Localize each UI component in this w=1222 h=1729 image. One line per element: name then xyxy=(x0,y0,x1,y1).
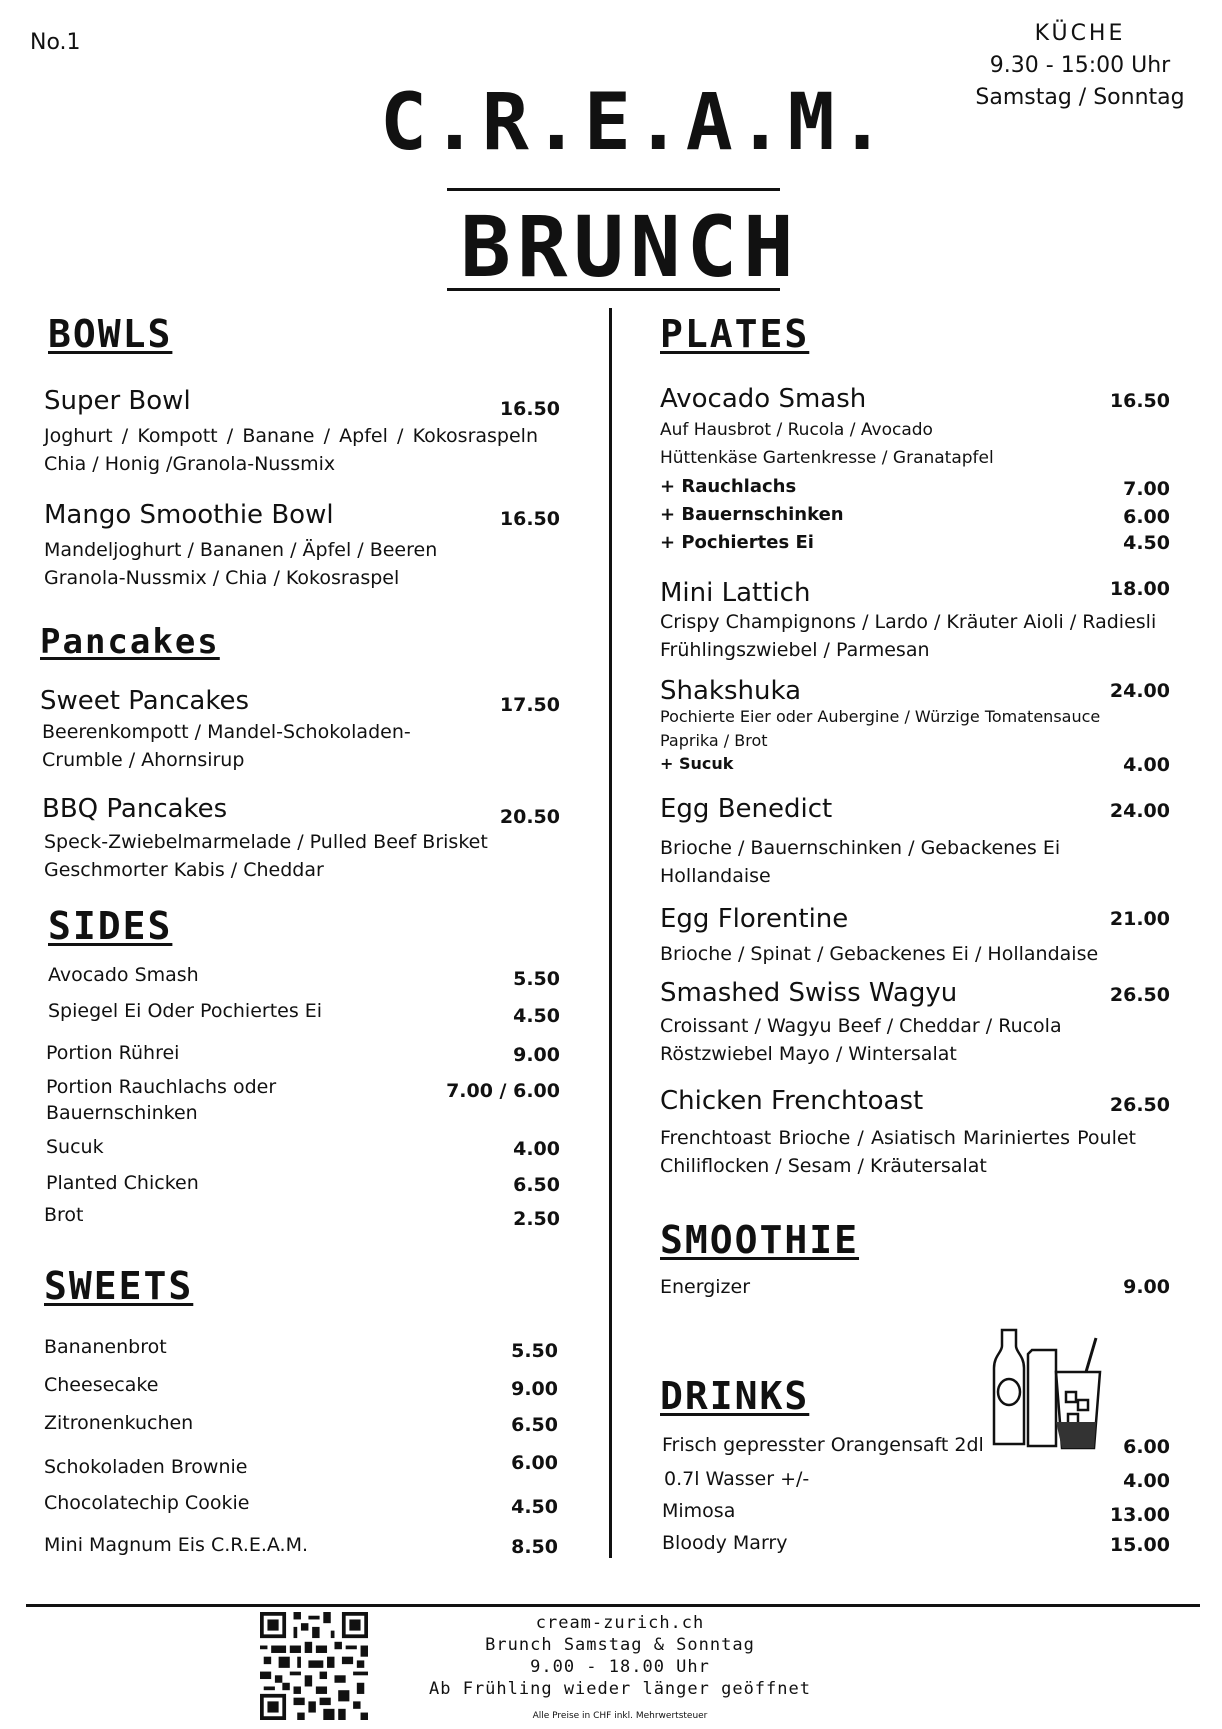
sweet-name-brownie: Schokoladen Brownie xyxy=(44,1456,248,1478)
footer-divider xyxy=(26,1604,1200,1607)
item-desc-egg-florentine-1: Brioche / Spinat / Gebackenes Ei / Hollandaise xyxy=(660,943,1099,965)
item-desc-egg-benedict-2: Hollandaise xyxy=(660,865,771,887)
side-price-brot: 2.50 xyxy=(513,1208,560,1230)
item-desc-egg-benedict-1: Brioche / Bauernschinken / Gebackenes Ei xyxy=(660,837,1061,859)
section-heading-sweets: SWEETS xyxy=(44,1264,194,1308)
item-price-chicken-frenchtoast: 26.50 xyxy=(1109,1094,1170,1116)
item-price-super-bowl: 16.50 xyxy=(499,398,560,420)
item-name-super-bowl: Super Bowl xyxy=(44,386,191,416)
kitchen-days: Samstag / Sonntag xyxy=(975,85,1185,110)
item-desc-shakshuka-2: Paprika / Brot xyxy=(660,731,768,750)
side-name-avocado: Avocado Smash xyxy=(48,964,199,986)
item-name-egg-florentine: Egg Florentine xyxy=(660,904,849,934)
footer-info xyxy=(420,1612,820,1700)
logo-brunch: BRUNCH xyxy=(460,198,800,296)
drink-price-bloody-marry: 15.00 xyxy=(1109,1534,1170,1556)
section-heading-drinks: DRINKS xyxy=(660,1374,810,1418)
item-desc-bbq-pancakes-1: Speck-Zwiebelmarmelade / Pulled Beef Brisket xyxy=(44,831,488,853)
item-desc-mango-bowl-1: Mandeljoghurt / Bananen / Äpfel / Beeren xyxy=(44,539,438,561)
item-price-mango-bowl: 16.50 xyxy=(499,508,560,530)
item-name-shakshuka: Shakshuka xyxy=(660,676,802,706)
item-desc-chicken-frenchtoast-1: Frenchtoast Brioche / Asiatisch Mariniertes Poulet xyxy=(660,1127,1136,1149)
side-price-avocado: 5.50 xyxy=(513,968,560,990)
addon-price-rauchlachs: 7.00 xyxy=(1123,478,1170,500)
item-price-mini-lattich: 18.00 xyxy=(1109,578,1170,600)
section-heading-plates: PLATES xyxy=(660,312,810,356)
item-name-bbq-pancakes: BBQ Pancakes xyxy=(42,794,228,824)
side-name-brot: Brot xyxy=(44,1204,84,1226)
side-price-sucuk: 4.00 xyxy=(513,1138,560,1160)
section-heading-sides: SIDES xyxy=(48,904,173,948)
drink-price-orangensaft: 6.00 xyxy=(1123,1436,1170,1458)
section-heading-smoothie: SMOOTHIE xyxy=(660,1218,860,1262)
side-name-rauchlachs-2: Bauernschinken xyxy=(46,1102,198,1124)
item-desc-sweet-pancakes-2: Crumble / Ahornsirup xyxy=(42,749,245,771)
item-name-avocado-smash: Avocado Smash xyxy=(660,384,867,414)
drink-price-mimosa: 13.00 xyxy=(1109,1504,1170,1526)
side-name-egg: Spiegel Ei Oder Pochiertes Ei xyxy=(48,1000,323,1022)
item-desc-mango-bowl-2: Granola-Nussmix / Chia / Kokosraspel xyxy=(44,567,400,589)
item-price-sweet-pancakes: 17.50 xyxy=(499,694,560,716)
section-heading-pancakes: Pancakes xyxy=(40,622,220,662)
item-desc-sweet-pancakes-1: Beerenkompott / Mandel-Schokoladen- xyxy=(42,721,411,743)
side-price-egg: 4.50 xyxy=(513,1005,560,1027)
footer-prices-note: Alle Preise in CHF inkl. Mehrwertsteuer xyxy=(532,1711,708,1721)
item-desc-bbq-pancakes-2: Geschmorter Kabis / Cheddar xyxy=(44,859,324,881)
item-price-egg-florentine: 21.00 xyxy=(1109,908,1170,930)
sweet-name-zitronenkuchen: Zitronenkuchen xyxy=(44,1412,194,1434)
side-name-sucuk: Sucuk xyxy=(46,1136,104,1158)
smoothie-name-energizer: Energizer xyxy=(660,1276,751,1298)
kitchen-title: KÜCHE xyxy=(1034,21,1126,46)
side-price-planted-chicken: 6.50 xyxy=(513,1174,560,1196)
sweet-price-magnum: 8.50 xyxy=(511,1536,558,1558)
addon-sucuk: + Sucuk xyxy=(660,754,734,773)
logo-divider-bottom xyxy=(447,288,780,291)
item-desc-shakshuka-1: Pochierte Eier oder Aubergine / Würzige Tomatensauce xyxy=(660,707,1101,726)
sweet-price-cookie: 4.50 xyxy=(511,1496,558,1518)
drink-price-wasser: 4.00 xyxy=(1123,1470,1170,1492)
item-desc-mini-lattich-2: Frühlingszwiebel / Parmesan xyxy=(660,639,930,661)
logo-divider-top xyxy=(447,188,780,191)
kitchen-hours: 9.30 - 15:00 Uhr xyxy=(989,53,1171,78)
section-heading-bowls: BOWLS xyxy=(48,312,173,356)
side-price-rauchlachs: 7.00 / 6.00 xyxy=(446,1080,560,1102)
sweet-price-brownie: 6.00 xyxy=(511,1452,558,1474)
item-desc-mini-lattich-1: Crispy Champignons / Lardo / Kräuter Aioli / Radiesli xyxy=(660,611,1157,633)
drink-name-bloody-marry: Bloody Marry xyxy=(662,1532,788,1554)
drink-name-mimosa: Mimosa xyxy=(662,1500,736,1522)
menu-number: No.1 xyxy=(30,30,81,55)
addon-price-sucuk: 4.00 xyxy=(1123,754,1170,776)
item-desc-super-bowl-1: Joghurt / Kompott / Banane / Apfel / Kokosraspeln xyxy=(44,425,538,447)
item-desc-smashed-wagyu-2: Röstzwiebel Mayo / Wintersalat xyxy=(660,1043,957,1065)
sweet-name-magnum: Mini Magnum Eis C.R.E.A.M. xyxy=(44,1534,309,1556)
addon-price-bauernschinken: 6.00 xyxy=(1123,506,1170,528)
addon-pochiertes-ei: + Pochiertes Ei xyxy=(660,532,814,553)
item-price-bbq-pancakes: 20.50 xyxy=(499,806,560,828)
addon-rauchlachs: + Rauchlachs xyxy=(660,476,797,497)
kitchen-hours-block xyxy=(960,18,1200,114)
item-desc-super-bowl-2: Chia / Honig /Granola-Nussmix xyxy=(44,453,336,475)
item-desc-avocado-smash-1: Auf Hausbrot / Rucola / Avocado xyxy=(660,420,933,440)
item-desc-chicken-frenchtoast-2: Chiliflocken / Sesam / Kräutersalat xyxy=(660,1155,987,1177)
item-name-chicken-frenchtoast: Chicken Frenchtoast xyxy=(660,1086,924,1116)
item-desc-avocado-smash-2: Hüttenkäse Gartenkresse / Granatapfel xyxy=(660,448,994,468)
drink-name-orangensaft: Frisch gepresster Orangensaft 2dl xyxy=(662,1434,984,1456)
side-name-ruehrei: Portion Rührei xyxy=(46,1042,180,1064)
sweet-name-cookie: Chocolatechip Cookie xyxy=(44,1492,250,1514)
smoothie-price-energizer: 9.00 xyxy=(1123,1276,1170,1298)
item-name-sweet-pancakes: Sweet Pancakes xyxy=(40,686,250,716)
side-price-ruehrei: 9.00 xyxy=(513,1044,560,1066)
drink-name-wasser: 0.7l Wasser +/- xyxy=(664,1468,810,1490)
sweet-name-cheesecake: Cheesecake xyxy=(44,1374,159,1396)
drinks-illustration-icon xyxy=(990,1322,1110,1452)
logo-cream: C.R.E.A.M. xyxy=(380,78,890,168)
item-name-mango-bowl: Mango Smoothie Bowl xyxy=(44,500,334,530)
item-name-egg-benedict: Egg Benedict xyxy=(660,794,833,824)
sweet-price-bananenbrot: 5.50 xyxy=(511,1340,558,1362)
item-price-shakshuka: 24.00 xyxy=(1109,680,1170,702)
footer-brunch-days: Brunch Samstag & Sonntag xyxy=(485,1635,755,1655)
addon-bauernschinken: + Bauernschinken xyxy=(660,504,844,525)
side-name-planted-chicken: Planted Chicken xyxy=(46,1172,199,1194)
sweet-price-cheesecake: 9.00 xyxy=(511,1378,558,1400)
footer-note: Ab Frühling wieder länger geöffnet xyxy=(429,1679,811,1699)
item-price-smashed-wagyu: 26.50 xyxy=(1109,984,1170,1006)
addon-price-pochiertes-ei: 4.50 xyxy=(1123,532,1170,554)
item-price-avocado-smash: 16.50 xyxy=(1109,390,1170,412)
side-name-rauchlachs: Portion Rauchlachs oder xyxy=(46,1076,277,1098)
qr-code-icon[interactable] xyxy=(260,1612,368,1720)
footer-website[interactable]: cream-zurich.ch xyxy=(535,1613,705,1633)
item-desc-smashed-wagyu-1: Croissant / Wagyu Beef / Cheddar / Rucola xyxy=(660,1015,1062,1037)
item-name-smashed-wagyu: Smashed Swiss Wagyu xyxy=(660,978,958,1008)
column-divider xyxy=(609,308,612,1558)
sweet-name-bananenbrot: Bananenbrot xyxy=(44,1336,167,1358)
sweet-price-zitronenkuchen: 6.50 xyxy=(511,1414,558,1436)
item-name-mini-lattich: Mini Lattich xyxy=(660,578,811,608)
footer-hours: 9.00 - 18.00 Uhr xyxy=(530,1657,710,1677)
item-price-egg-benedict: 24.00 xyxy=(1109,800,1170,822)
